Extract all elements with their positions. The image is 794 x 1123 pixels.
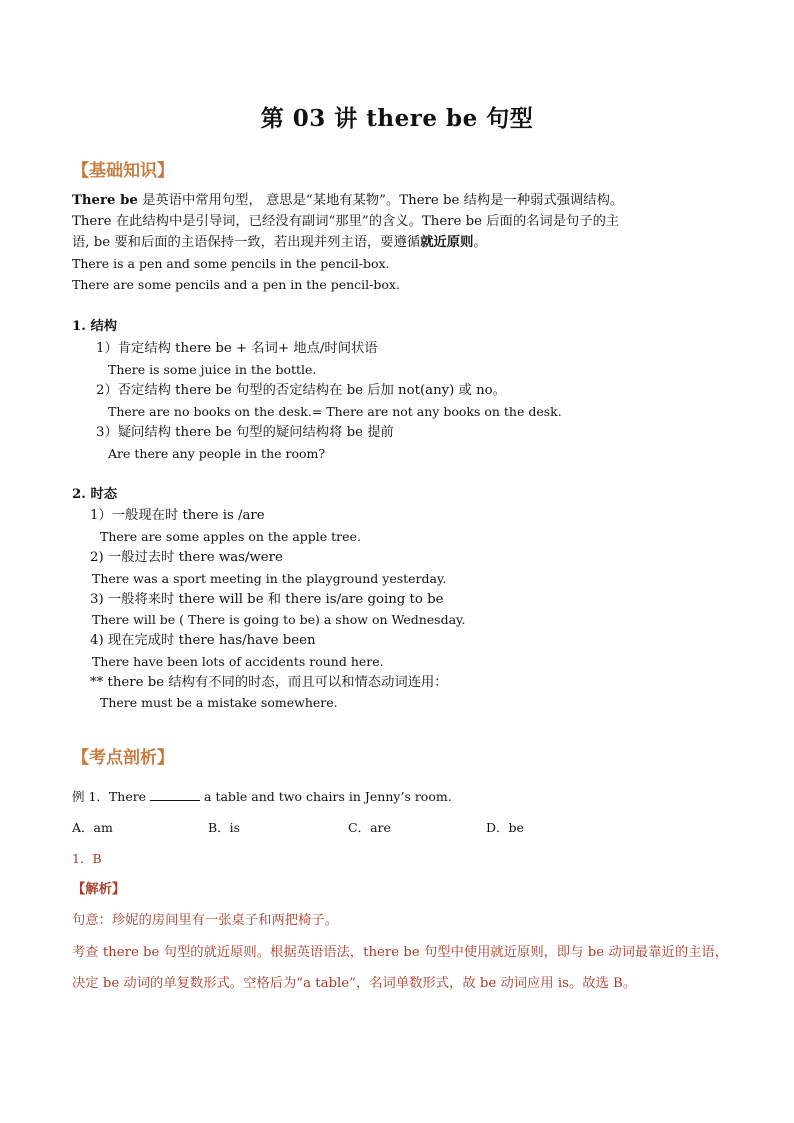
question-blank bbox=[150, 788, 200, 801]
intro-example-2: There are some pencils and a pen in the pencil-box. bbox=[72, 277, 400, 292]
question-prefix: 例 1．There bbox=[72, 789, 151, 804]
tense-item-4-example: There have been lots of accidents round here. bbox=[92, 654, 384, 669]
option-d: D．be bbox=[486, 820, 524, 835]
intro-line-1-text: 是英语中常用句型， 意思是“某地有某物”。There be 结构是一种弱式强调结构。 bbox=[137, 193, 624, 208]
section-heading-basics: 【基础知识】 bbox=[72, 161, 174, 181]
analysis-line-1: 句意：珍妮的房间里有一张桌子和两把椅子。 bbox=[72, 913, 338, 928]
tense-heading: 2. 时态 bbox=[72, 487, 118, 502]
intro-line-3-end: 。 bbox=[473, 235, 487, 250]
structure-item-2-example: There are no books on the desk.= There are not any books on the desk. bbox=[108, 404, 562, 419]
tense-item-4-label: 4) 现在完成时 there has/have been bbox=[90, 633, 316, 648]
tense-item-1-label: 1）一般现在时 there is /are bbox=[90, 508, 265, 523]
tense-item-2-label: 2) 一般过去时 there was/were bbox=[90, 550, 283, 565]
intro-line-1 bbox=[72, 190, 623, 211]
structure-heading: 1. 结构 bbox=[72, 319, 118, 334]
answer: 1．B bbox=[72, 851, 102, 866]
page-title: 第 03 讲 there be 句型 bbox=[260, 105, 534, 132]
option-c: C．are bbox=[348, 820, 391, 835]
intro-line-3 bbox=[72, 232, 623, 253]
tense-note-label: ** there be 结构有不同的时态，而且可以和情态动词连用： bbox=[90, 675, 448, 690]
tense-item-3-label: 3) 一般将来时 there will be 和 there is/are going to be bbox=[90, 592, 444, 607]
tense-item-3-example: There will be ( There is going to be) a show on Wednesday. bbox=[92, 612, 466, 627]
question-1 bbox=[72, 786, 452, 807]
analysis-line-3: 决定 be 动词的单复数形式。空格后为“a table”，名词单数形式，故 be 动词应用 is。故选 B。 bbox=[72, 976, 637, 991]
intro-bold-term: There be bbox=[72, 193, 138, 208]
tense-item-2-example: There was a sport meeting in the playground yesterday. bbox=[92, 571, 447, 586]
tense-item-1-example: There are some apples on the apple tree. bbox=[100, 529, 361, 544]
structure-item-1-label: 1）肯定结构 there be + 名词+ 地点/时间状语 bbox=[96, 341, 378, 356]
intro-line-3-text: 语, be 要和后面的主语保持一致，若出现并列主语，要遵循 bbox=[72, 235, 421, 250]
intro-line-2: There 在此结构中是引导词，已经没有副词“那里”的含义。There be 后面的名词是句子的主 bbox=[72, 214, 620, 229]
structure-item-1-example: There is some juice in the bottle. bbox=[108, 362, 317, 377]
analysis-line-2: 考查 there be 句型的就近原则。根据英语语法，there be 句型中使用就近原则，即与 be 动词最靠近的主语， bbox=[72, 945, 729, 960]
intro-bold-rule: 就近原则 bbox=[420, 235, 474, 250]
tense-note-example: There must be a mistake somewhere. bbox=[100, 695, 338, 710]
option-b: B．is bbox=[208, 820, 241, 835]
question-suffix: a table and two chairs in Jenny’s room. bbox=[200, 789, 452, 804]
analysis-label: 【解析】 bbox=[72, 882, 126, 897]
structure-item-2-label: 2）否定结构 there be 句型的否定结构在 be 后加 not(any) 或 no。 bbox=[96, 383, 506, 398]
structure-item-3-example: Are there any people in the room? bbox=[108, 446, 326, 461]
intro-example-1: There is a pen and some pencils in the pencil-box. bbox=[72, 256, 390, 271]
intro-paragraph bbox=[72, 190, 623, 295]
section-heading-analysis: 【考点剖析】 bbox=[72, 748, 174, 768]
option-a: A．am bbox=[72, 820, 113, 835]
structure-item-3-label: 3）疑问结构 there be 句型的疑问结构将 be 提前 bbox=[96, 425, 394, 440]
